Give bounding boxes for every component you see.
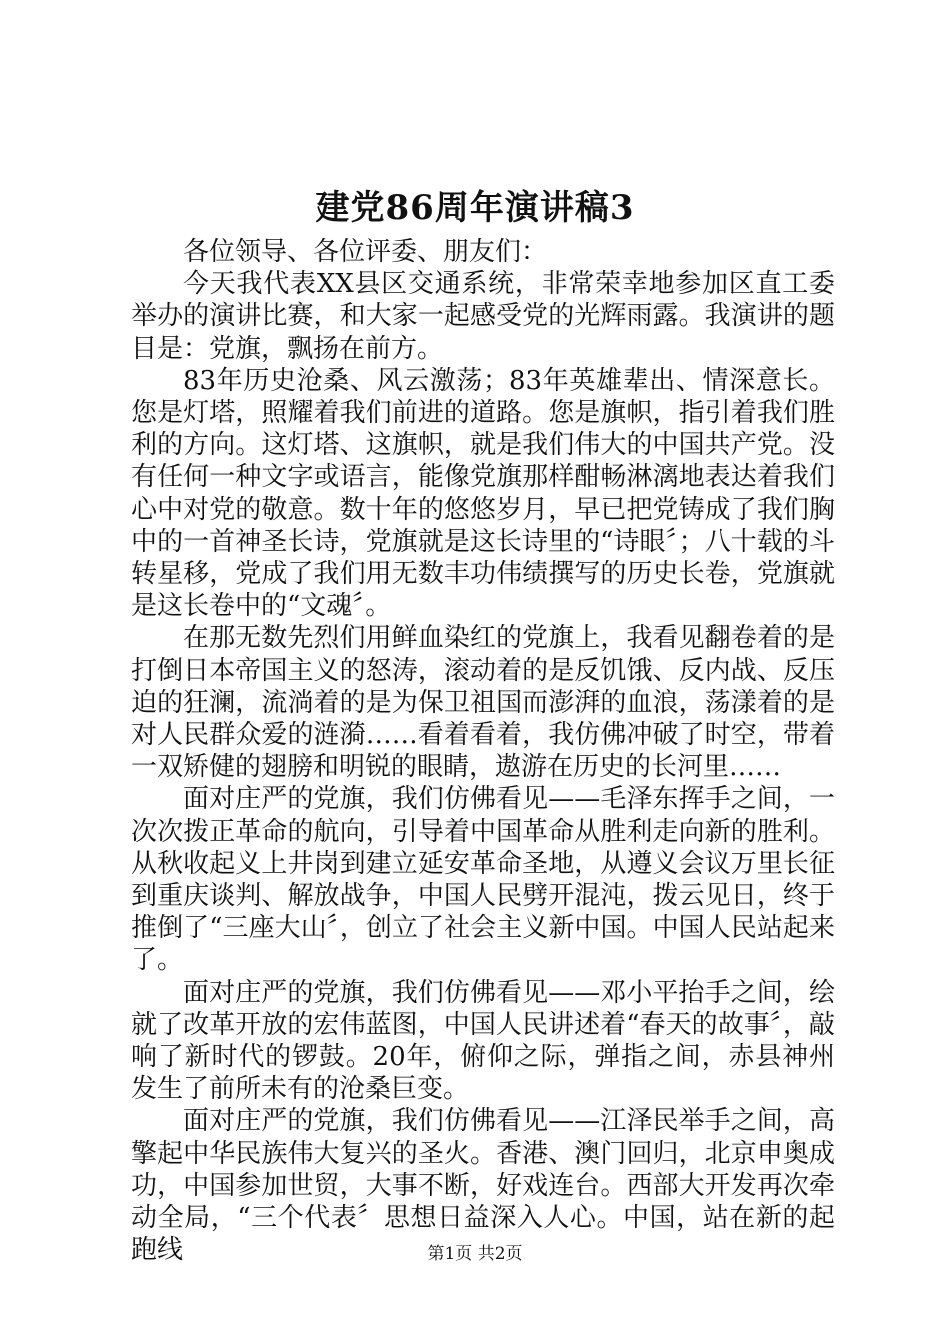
paragraph-deng: 面对庄严的党旗，我们仿佛看见——邓小平抬手之间，绘就了改革开放的宏伟蓝图，中国人民讲述着“春天的故事〞，敲响了新时代的锣鼓。20年，俯仰之际，弹指之间，赤县神州发生了前所未有的沧桑巨变。 bbox=[131, 977, 835, 1105]
paragraph-jiang: 面对庄严的党旗，我们仿佛看见——江泽民举手之间，高擎起中华民族伟大复兴的圣火。香港、澳门回归，北京申奥成功，中国参加世贸，大事不断，好戏连台。西部大开发再次牵动全局，“三个代表〞思想日益深入人心。中国，站在新的起跑线 bbox=[131, 1106, 835, 1266]
paragraph-history: 83年历史沧桑、风云激荡；83年英雄辈出、情深意长。您是灯塔，照耀着我们前进的道路。您是旗帜，指引着我们胜利的方向。这灯塔、这旗帜，就是我们伟大的中国共产党。没有任何一种文字或语言，能像党旗那样酣畅淋漓地表达着我们心中对党的敬意。数十年的悠悠岁月，早已把党铸成了我们胸中的一首神圣长诗，党旗就是这长诗里的“诗眼〞；八十载的斗转星移，党成了我们用无数丰功伟绩撰写的历史长卷，党旗就是这长卷中的“文魂〞。 bbox=[131, 365, 835, 622]
page-footer: 第1页 共2页 bbox=[427, 1244, 523, 1264]
document-body bbox=[131, 236, 835, 1267]
paragraph-martyrs: 在那无数先烈们用鲜血染红的党旗上，我看见翻卷着的是打倒日本帝国主义的怒涛，滚动着的是反饥饿、反内战、反压迫的狂澜，流淌着的是为保卫祖国而澎湃的血浪，荡漾着的是对人民群众爱的涟漪……看着看着，我仿佛冲破了时空，带着一双矫健的翅膀和明锐的眼睛，遨游在历史的长河里…… bbox=[131, 623, 835, 783]
paragraph-mao: 面对庄严的党旗，我们仿佛看见——毛泽东挥手之间，一次次拨正革命的航向，引导着中国革命从胜利走向新的胜利。从秋收起义上井岗到建立延安革命圣地，从遵义会议万里长征到重庆谈判、解放战争，中国人民劈开混沌，拨云见日，终于推倒了“三座大山〞，创立了社会主义新中国。中国人民站起来了。 bbox=[131, 784, 835, 976]
paragraph-greeting: 各位领导、各位评委、朋友们： bbox=[183, 237, 548, 267]
paragraph-intro: 今天我代表XX县区交通系统，非常荣幸地参加区直工委举办的演讲比赛，和大家一起感受党的光辉雨露。我演讲的题目是：党旗，飘扬在前方。 bbox=[131, 269, 835, 364]
document-title: 建党86周年演讲稿3 bbox=[315, 188, 635, 228]
